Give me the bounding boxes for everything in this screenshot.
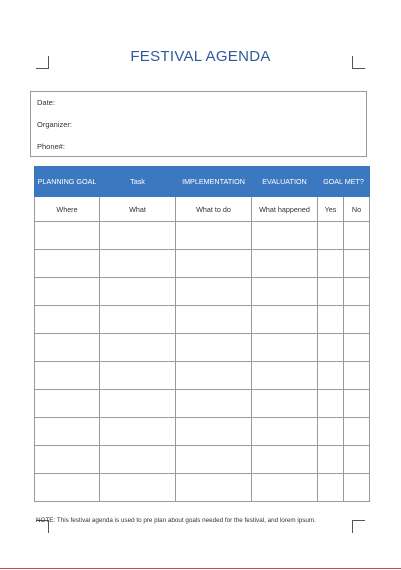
table-cell[interactable] [252, 390, 318, 418]
table-cell[interactable] [100, 390, 176, 418]
table-cell[interactable] [252, 334, 318, 362]
table-cell[interactable] [252, 306, 318, 334]
table-cell[interactable] [344, 446, 370, 474]
table-cell[interactable] [176, 334, 252, 362]
table-cell[interactable] [318, 334, 344, 362]
table-cell[interactable] [176, 222, 252, 250]
date-label: Date: [37, 98, 55, 107]
table-cell[interactable] [344, 334, 370, 362]
table-cell[interactable] [344, 278, 370, 306]
table-header-row [35, 167, 370, 197]
table-cell[interactable] [176, 474, 252, 502]
header-implementation: IMPLEMENTATION [176, 167, 252, 197]
table-cell[interactable] [252, 278, 318, 306]
table-cell[interactable] [35, 250, 100, 278]
table-cell[interactable] [35, 222, 100, 250]
table-cell[interactable] [252, 362, 318, 390]
table-cell[interactable] [252, 474, 318, 502]
table-cell[interactable] [344, 474, 370, 502]
table-row [35, 446, 370, 474]
bottom-divider [0, 568, 401, 569]
table-cell[interactable] [318, 362, 344, 390]
table-cell[interactable] [100, 362, 176, 390]
table-row [35, 390, 370, 418]
table-cell[interactable] [176, 446, 252, 474]
table-cell[interactable] [35, 334, 100, 362]
table-cell[interactable] [176, 306, 252, 334]
subheader-where: Where [35, 197, 100, 222]
table-cell[interactable] [35, 278, 100, 306]
table-cell[interactable] [100, 222, 176, 250]
table-cell[interactable] [318, 390, 344, 418]
table-subheader-row [35, 197, 370, 222]
table-cell[interactable] [318, 250, 344, 278]
table-cell[interactable] [35, 418, 100, 446]
table-row [35, 334, 370, 362]
table-row [35, 362, 370, 390]
footer-note: NOTE: This festival agenda is used to pre plan about goals needed for the festival, and lorem ipsum. [36, 517, 316, 524]
table-cell[interactable] [100, 250, 176, 278]
table-cell[interactable] [318, 278, 344, 306]
phone-label: Phone#: [37, 142, 65, 151]
table-cell[interactable] [252, 418, 318, 446]
subheader-what: What [100, 197, 176, 222]
page-title: FESTIVAL AGENDA [130, 48, 271, 65]
table-cell[interactable] [318, 418, 344, 446]
table-cell[interactable] [100, 446, 176, 474]
table-row [35, 278, 370, 306]
table-cell[interactable] [252, 222, 318, 250]
subheader-no: No [344, 197, 370, 222]
subheader-yes: Yes [318, 197, 344, 222]
table-cell[interactable] [35, 474, 100, 502]
table-row [35, 418, 370, 446]
header-planning-goal: PLANNING GOAL [35, 167, 100, 197]
table-cell[interactable] [176, 362, 252, 390]
table-row [35, 222, 370, 250]
table-cell[interactable] [176, 390, 252, 418]
table-cell[interactable] [176, 278, 252, 306]
info-box [30, 91, 367, 157]
table-cell[interactable] [176, 418, 252, 446]
table-cell[interactable] [35, 362, 100, 390]
table-cell[interactable] [344, 306, 370, 334]
header-goal-met: GOAL MET? [318, 167, 370, 197]
table-cell[interactable] [344, 250, 370, 278]
table-cell[interactable] [318, 306, 344, 334]
header-evaluation: EVALUATION [252, 167, 318, 197]
table-body [35, 222, 370, 502]
header-task: Task [100, 167, 176, 197]
table-cell[interactable] [35, 446, 100, 474]
table-row [35, 474, 370, 502]
table-cell[interactable] [100, 418, 176, 446]
table-cell[interactable] [100, 334, 176, 362]
table-cell[interactable] [176, 250, 252, 278]
table-row [35, 250, 370, 278]
table-cell[interactable] [35, 306, 100, 334]
subheader-what-happened: What happened [252, 197, 318, 222]
agenda-table [34, 166, 370, 502]
table-cell[interactable] [344, 222, 370, 250]
table-cell[interactable] [344, 418, 370, 446]
subheader-what-to-do: What to do [176, 197, 252, 222]
table-cell[interactable] [252, 250, 318, 278]
table-cell[interactable] [318, 474, 344, 502]
table-cell[interactable] [35, 390, 100, 418]
organizer-label: Organizer: [37, 120, 73, 129]
table-cell[interactable] [100, 474, 176, 502]
table-cell[interactable] [344, 390, 370, 418]
table-cell[interactable] [344, 362, 370, 390]
table-cell[interactable] [252, 446, 318, 474]
table-cell[interactable] [318, 446, 344, 474]
crop-mark-bottom-right [352, 520, 365, 533]
table-row [35, 306, 370, 334]
table-cell[interactable] [100, 306, 176, 334]
table-cell[interactable] [100, 278, 176, 306]
table-cell[interactable] [318, 222, 344, 250]
